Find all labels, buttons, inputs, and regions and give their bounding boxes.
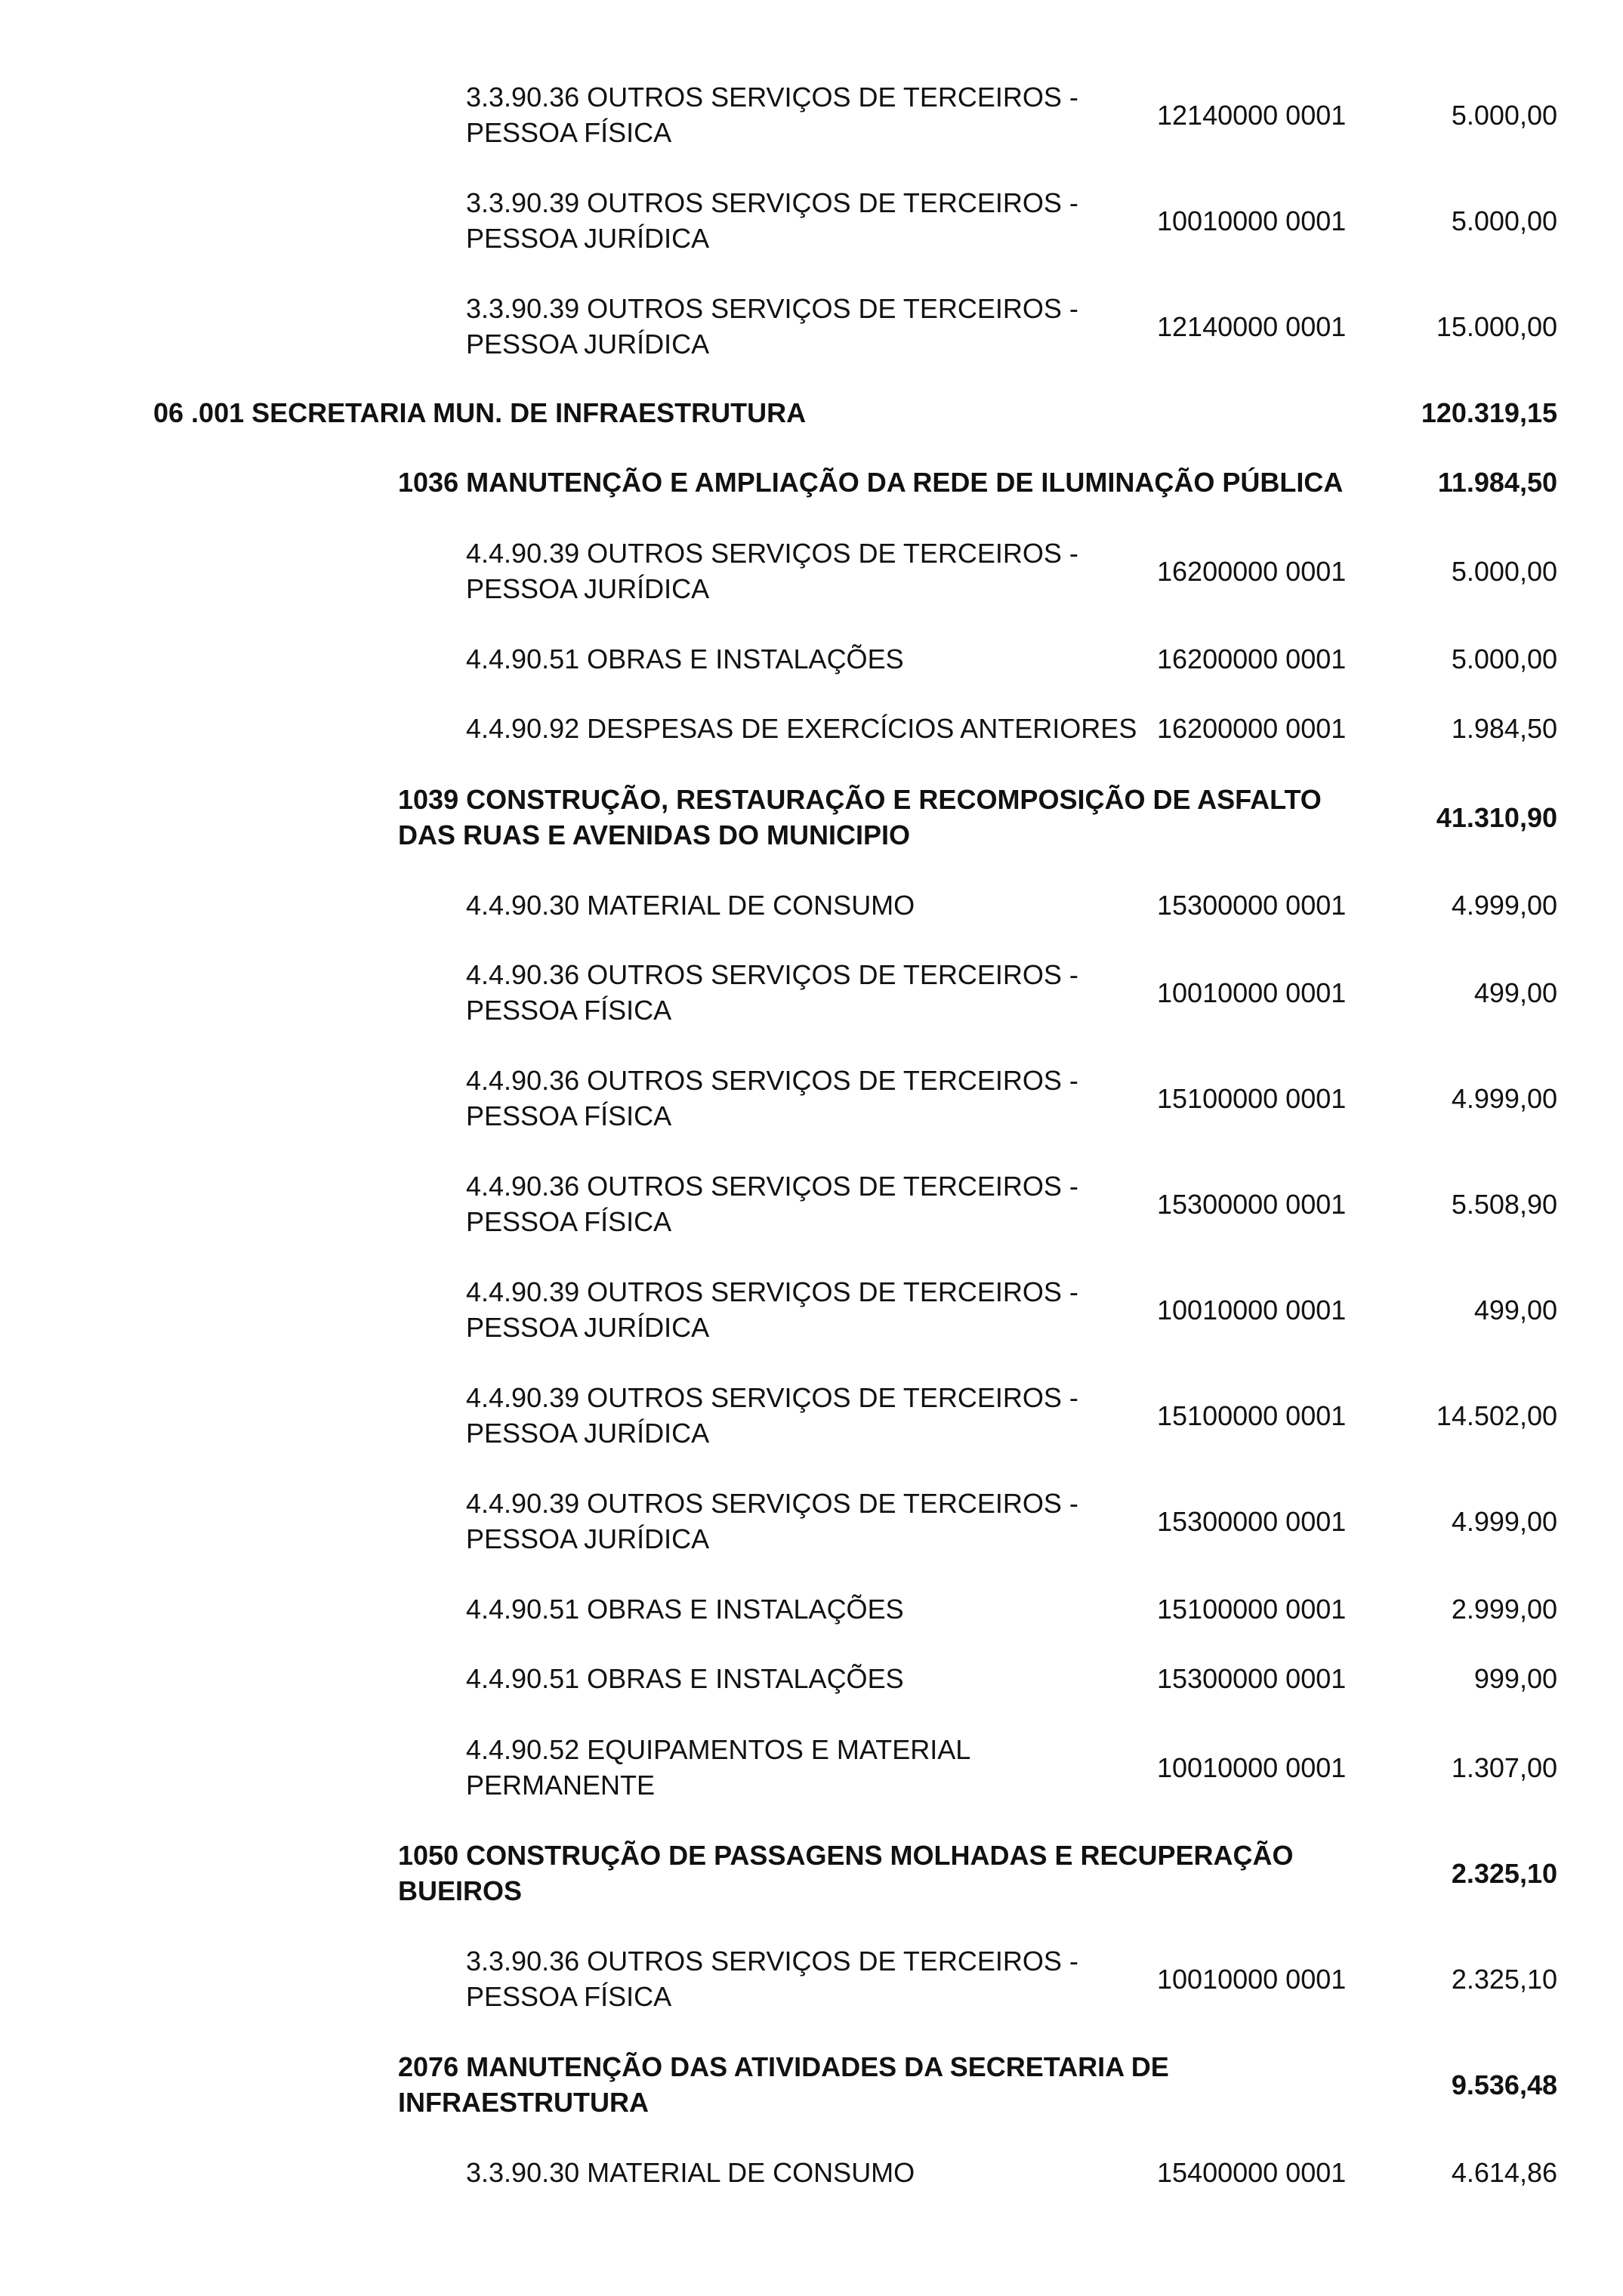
row-description <box>466 1591 1146 1627</box>
row-description <box>466 1063 1146 1134</box>
row-value: 2.325,10 <box>1451 1963 1557 1995</box>
row-value: 41.310,90 <box>1436 801 1557 833</box>
row-source-code: 15100000 0001 <box>1157 1593 1347 1625</box>
row-description <box>466 1661 1146 1696</box>
row-source-code: 16200000 0001 <box>1157 555 1347 587</box>
row-value: 999,00 <box>1473 1662 1557 1694</box>
description-line: PESSOA JURÍDICA <box>466 573 710 604</box>
description-line: 4.4.90.52 EQUIPAMENTOS E MATERIAL <box>466 1734 971 1765</box>
description-line: PESSOA FÍSICA <box>466 1206 672 1237</box>
row-value: 1.984,50 <box>1451 712 1557 744</box>
row-source-code: 16200000 0001 <box>1157 712 1347 744</box>
row-value: 4.999,00 <box>1451 889 1557 921</box>
row-value: 4.999,00 <box>1451 1082 1557 1114</box>
description-line: PERMANENTE <box>466 1770 656 1801</box>
row-description <box>466 1732 1146 1803</box>
row-value: 499,00 <box>1473 1294 1557 1325</box>
row-value: 5.000,00 <box>1451 555 1557 587</box>
row-source-code: 15100000 0001 <box>1157 1082 1347 1114</box>
description-line: 4.4.90.51 OBRAS E INSTALAÇÕES <box>466 1662 904 1694</box>
row-value: 2.325,10 <box>1451 1857 1557 1889</box>
row-value: 1.307,00 <box>1451 1751 1557 1783</box>
description-line: PESSOA JURÍDICA <box>466 1312 710 1343</box>
row-value: 11.984,50 <box>1437 466 1557 498</box>
description-line: PESSOA FÍSICA <box>466 117 672 148</box>
row-source-code: 10010000 0001 <box>1157 1294 1347 1325</box>
description-line: PESSOA JURÍDICA <box>466 223 710 254</box>
row-description <box>398 2049 1402 2120</box>
row-source-code: 15300000 0001 <box>1157 1188 1347 1220</box>
row-source-code: 15100000 0001 <box>1157 1400 1347 1431</box>
row-description <box>466 185 1146 256</box>
description-line: 4.4.90.39 OUTROS SERVIÇOS DE TERCEIROS - <box>466 538 1078 569</box>
description-line: 3.3.90.36 OUTROS SERVIÇOS DE TERCEIROS - <box>466 82 1078 113</box>
row-source-code: 15300000 0001 <box>1157 1662 1347 1694</box>
row-value: 5.000,00 <box>1451 205 1557 236</box>
row-value: 9.536,48 <box>1451 2069 1557 2100</box>
description-line: PESSOA FÍSICA <box>466 1100 672 1131</box>
row-description <box>153 395 1362 430</box>
row-description <box>466 887 1146 923</box>
row-value: 5.508,90 <box>1451 1188 1557 1220</box>
row-description <box>466 711 1146 746</box>
description-line: 3.3.90.30 MATERIAL DE CONSUMO <box>466 2156 915 2188</box>
row-description <box>466 641 1146 677</box>
description-line: 1036 MANUTENÇÃO E AMPLIAÇÃO DA REDE DE ILUMINAÇÃO PÚBLICA <box>398 466 1344 498</box>
row-value: 499,00 <box>1473 977 1557 1008</box>
row-source-code: 12140000 0001 <box>1157 310 1347 342</box>
row-description <box>466 291 1146 362</box>
row-description <box>466 1168 1146 1239</box>
description-line: 4.4.90.51 OBRAS E INSTALAÇÕES <box>466 1593 904 1625</box>
description-line: PESSOA JURÍDICA <box>466 1418 710 1449</box>
row-description <box>398 782 1402 853</box>
row-value: 14.502,00 <box>1436 1400 1557 1431</box>
row-value: 5.000,00 <box>1451 643 1557 674</box>
description-line: PESSOA FÍSICA <box>466 1981 672 2012</box>
description-line: 4.4.90.51 OBRAS E INSTALAÇÕES <box>466 643 904 674</box>
row-source-code: 12140000 0001 <box>1157 99 1347 131</box>
row-description <box>466 1380 1146 1451</box>
row-source-code: 15400000 0001 <box>1157 2156 1347 2188</box>
row-description <box>466 1943 1146 2014</box>
description-line: 4.4.90.39 OUTROS SERVIÇOS DE TERCEIROS - <box>466 1488 1078 1519</box>
description-line: 3.3.90.39 OUTROS SERVIÇOS DE TERCEIROS - <box>466 293 1078 324</box>
row-value: 4.614,86 <box>1451 2156 1557 2188</box>
row-source-code: 10010000 0001 <box>1157 977 1347 1008</box>
description-line: INFRAESTRUTURA <box>398 2087 649 2118</box>
row-value: 15.000,00 <box>1436 310 1557 342</box>
row-value: 5.000,00 <box>1451 99 1557 131</box>
description-line: PESSOA JURÍDICA <box>466 329 710 360</box>
description-line: 4.4.90.36 OUTROS SERVIÇOS DE TERCEIROS - <box>466 959 1078 990</box>
row-value: 120.319,15 <box>1421 397 1557 428</box>
description-line: 4.4.90.92 DESPESAS DE EXERCÍCIOS ANTERIORES <box>466 712 1137 744</box>
row-source-code: 16200000 0001 <box>1157 643 1347 674</box>
description-line: 4.4.90.36 OUTROS SERVIÇOS DE TERCEIROS - <box>466 1171 1078 1202</box>
row-description <box>466 957 1146 1028</box>
description-line: 3.3.90.39 OUTROS SERVIÇOS DE TERCEIROS - <box>466 187 1078 218</box>
row-source-code: 15300000 0001 <box>1157 1505 1347 1537</box>
description-line: 4.4.90.39 OUTROS SERVIÇOS DE TERCEIROS - <box>466 1276 1078 1307</box>
description-line: 4.4.90.30 MATERIAL DE CONSUMO <box>466 889 915 921</box>
description-line: 1039 CONSTRUÇÃO, RESTAURAÇÃO E RECOMPOSIÇÃO DE ASFALTO <box>398 784 1322 815</box>
row-description <box>466 1486 1146 1557</box>
row-description <box>398 464 1402 500</box>
description-line: 4.4.90.36 OUTROS SERVIÇOS DE TERCEIROS - <box>466 1065 1078 1096</box>
row-description <box>398 1838 1402 1909</box>
row-source-code: 10010000 0001 <box>1157 1751 1347 1783</box>
description-line: 4.4.90.39 OUTROS SERVIÇOS DE TERCEIROS - <box>466 1382 1078 1413</box>
description-line: DAS RUAS E AVENIDAS DO MUNICIPIO <box>398 819 911 850</box>
description-line: PESSOA JURÍDICA <box>466 1523 710 1554</box>
row-value: 2.999,00 <box>1451 1593 1557 1625</box>
row-source-code: 15300000 0001 <box>1157 889 1347 921</box>
row-value: 4.999,00 <box>1451 1505 1557 1537</box>
description-line: 06 .001 SECRETARIA MUN. DE INFRAESTRUTURA <box>153 397 807 428</box>
row-description <box>466 535 1146 606</box>
row-source-code: 10010000 0001 <box>1157 1963 1347 1995</box>
row-source-code: 10010000 0001 <box>1157 205 1347 236</box>
description-line: 1050 CONSTRUÇÃO DE PASSAGENS MOLHADAS E RECUPERAÇÃO <box>398 1840 1294 1871</box>
row-description <box>466 2155 1146 2190</box>
row-description <box>466 1274 1146 1345</box>
description-line: PESSOA FÍSICA <box>466 995 672 1026</box>
description-line: 2076 MANUTENÇÃO DAS ATIVIDADES DA SECRETARIA DE <box>398 2051 1169 2082</box>
description-line: 3.3.90.36 OUTROS SERVIÇOS DE TERCEIROS - <box>466 1946 1078 1977</box>
description-line: BUEIROS <box>398 1875 523 1906</box>
row-description <box>466 79 1146 150</box>
